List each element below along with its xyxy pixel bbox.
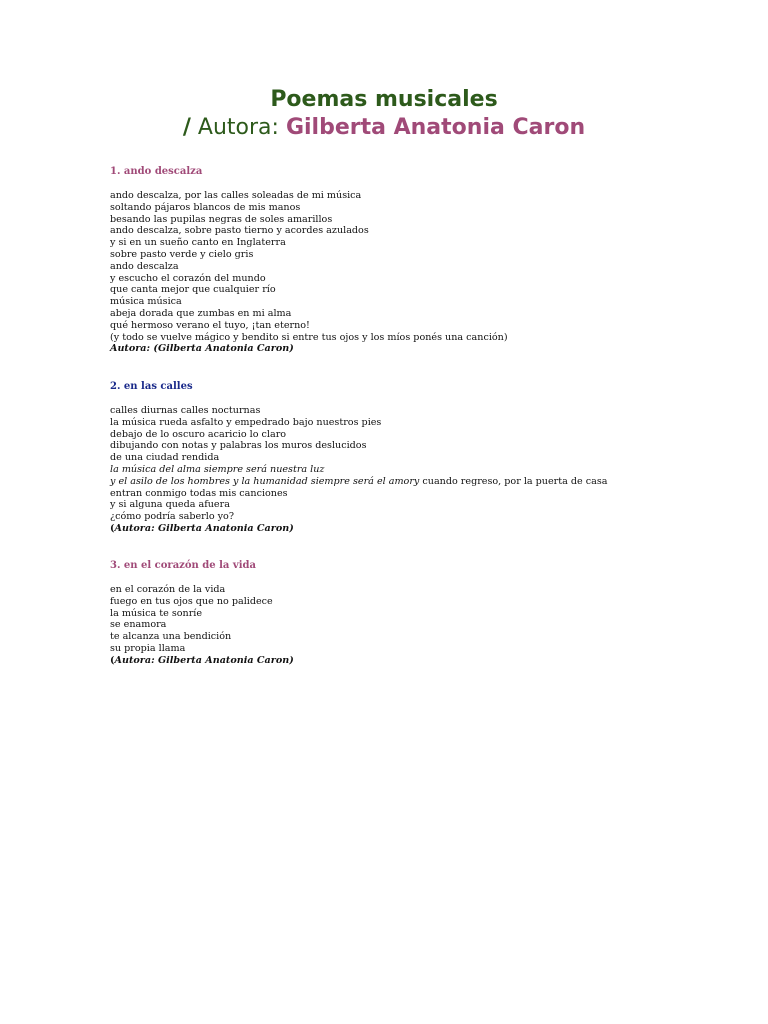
poem-line: que canta mejor que cualquier río (110, 284, 276, 296)
poem-line: abeja dorada que zumbas en mi alma (110, 307, 292, 319)
author-name: Gilberta Anatonia Caron (285, 115, 586, 140)
poem-line: fuego en tus ojos que no palidece (110, 595, 273, 607)
signature-paren: ( (110, 654, 115, 666)
poem-1 (110, 166, 750, 355)
poem-line: besando las pupilas negras de soles amarillos (110, 213, 333, 225)
poem-heading: 2. en las calles (110, 381, 193, 392)
autora-label: Autora: (190, 115, 286, 140)
poem-3 (110, 560, 750, 667)
poem-line: se enamora (110, 619, 167, 631)
poem-line: la música te sonríe (110, 607, 203, 619)
poem-signature: Autora: (Gilberta Anatonia Caron) (110, 343, 294, 355)
poem-line: la música rueda asfalto y empedrado bajo nuestros pies (110, 416, 382, 428)
poem-line: y escucho el corazón del mundo (110, 272, 266, 284)
poem-line-italic: la música del alma siempre será nuestra luz (110, 463, 325, 475)
poem-line: debajo de lo oscuro acaricio lo claro (110, 428, 287, 440)
poem-line: de una ciudad rendida (110, 452, 220, 464)
title-slash: / (182, 115, 191, 140)
title-author-line (0, 114, 768, 142)
poem-line: ¿cómo podría saberlo yo? (110, 511, 234, 523)
poem-line: música música (110, 296, 182, 308)
poem-line: ando descalza (110, 260, 179, 272)
poem-line: dibujando con notas y palabras los muros deslucidos (110, 440, 367, 452)
poem-line: (y todo se vuelve mágico y bendito si entre tus ojos y los míos ponés una canción) (110, 331, 508, 343)
poem-line: y si en un sueño canto en Inglaterra (110, 237, 286, 249)
poem-line: calles diurnas calles nocturnas (110, 405, 261, 416)
poem-line: te alcanza una bendición (110, 631, 232, 643)
poem-line: y si alguna queda afuera (110, 499, 230, 511)
poem-line: en el corazón de la vida (110, 584, 226, 595)
poem-line: entran conmigo todas mis canciones (110, 487, 288, 499)
signature-text: Autora: Gilberta Anatonia Caron) (114, 654, 294, 666)
poem-heading: 1. ando descalza (110, 166, 203, 177)
poem-signature (110, 523, 750, 535)
poem-line: ando descalza, por las calles soleadas de mi música (110, 190, 362, 201)
poem-line: sobre pasto verde y cielo gris (110, 248, 254, 260)
poem-signature (110, 655, 750, 667)
poem-2 (110, 381, 750, 535)
title-main: Poemas musicales (270, 87, 498, 112)
poem-line: soltando pájaros blancos de mis manos (110, 201, 301, 213)
poem-line-italic-part: y el asilo de los hombres y la humanidad siempre será el amory (110, 475, 420, 487)
poem-line: su propia llama (110, 642, 186, 654)
poem-heading: 3. en el corazón de la vida (110, 560, 256, 571)
poem-line-mixed (110, 476, 750, 488)
poem-line-rest-part: cuando regreso, por la puerta de casa (419, 475, 608, 487)
poem-line: ando descalza, sobre pasto tierno y acordes azulados (110, 225, 369, 237)
poem-line: qué hermoso verano el tuyo, ¡tan eterno! (110, 319, 310, 331)
document-title (0, 86, 768, 142)
signature-text: Autora: Gilberta Anatonia Caron) (114, 522, 294, 534)
signature-paren: ( (110, 522, 115, 534)
